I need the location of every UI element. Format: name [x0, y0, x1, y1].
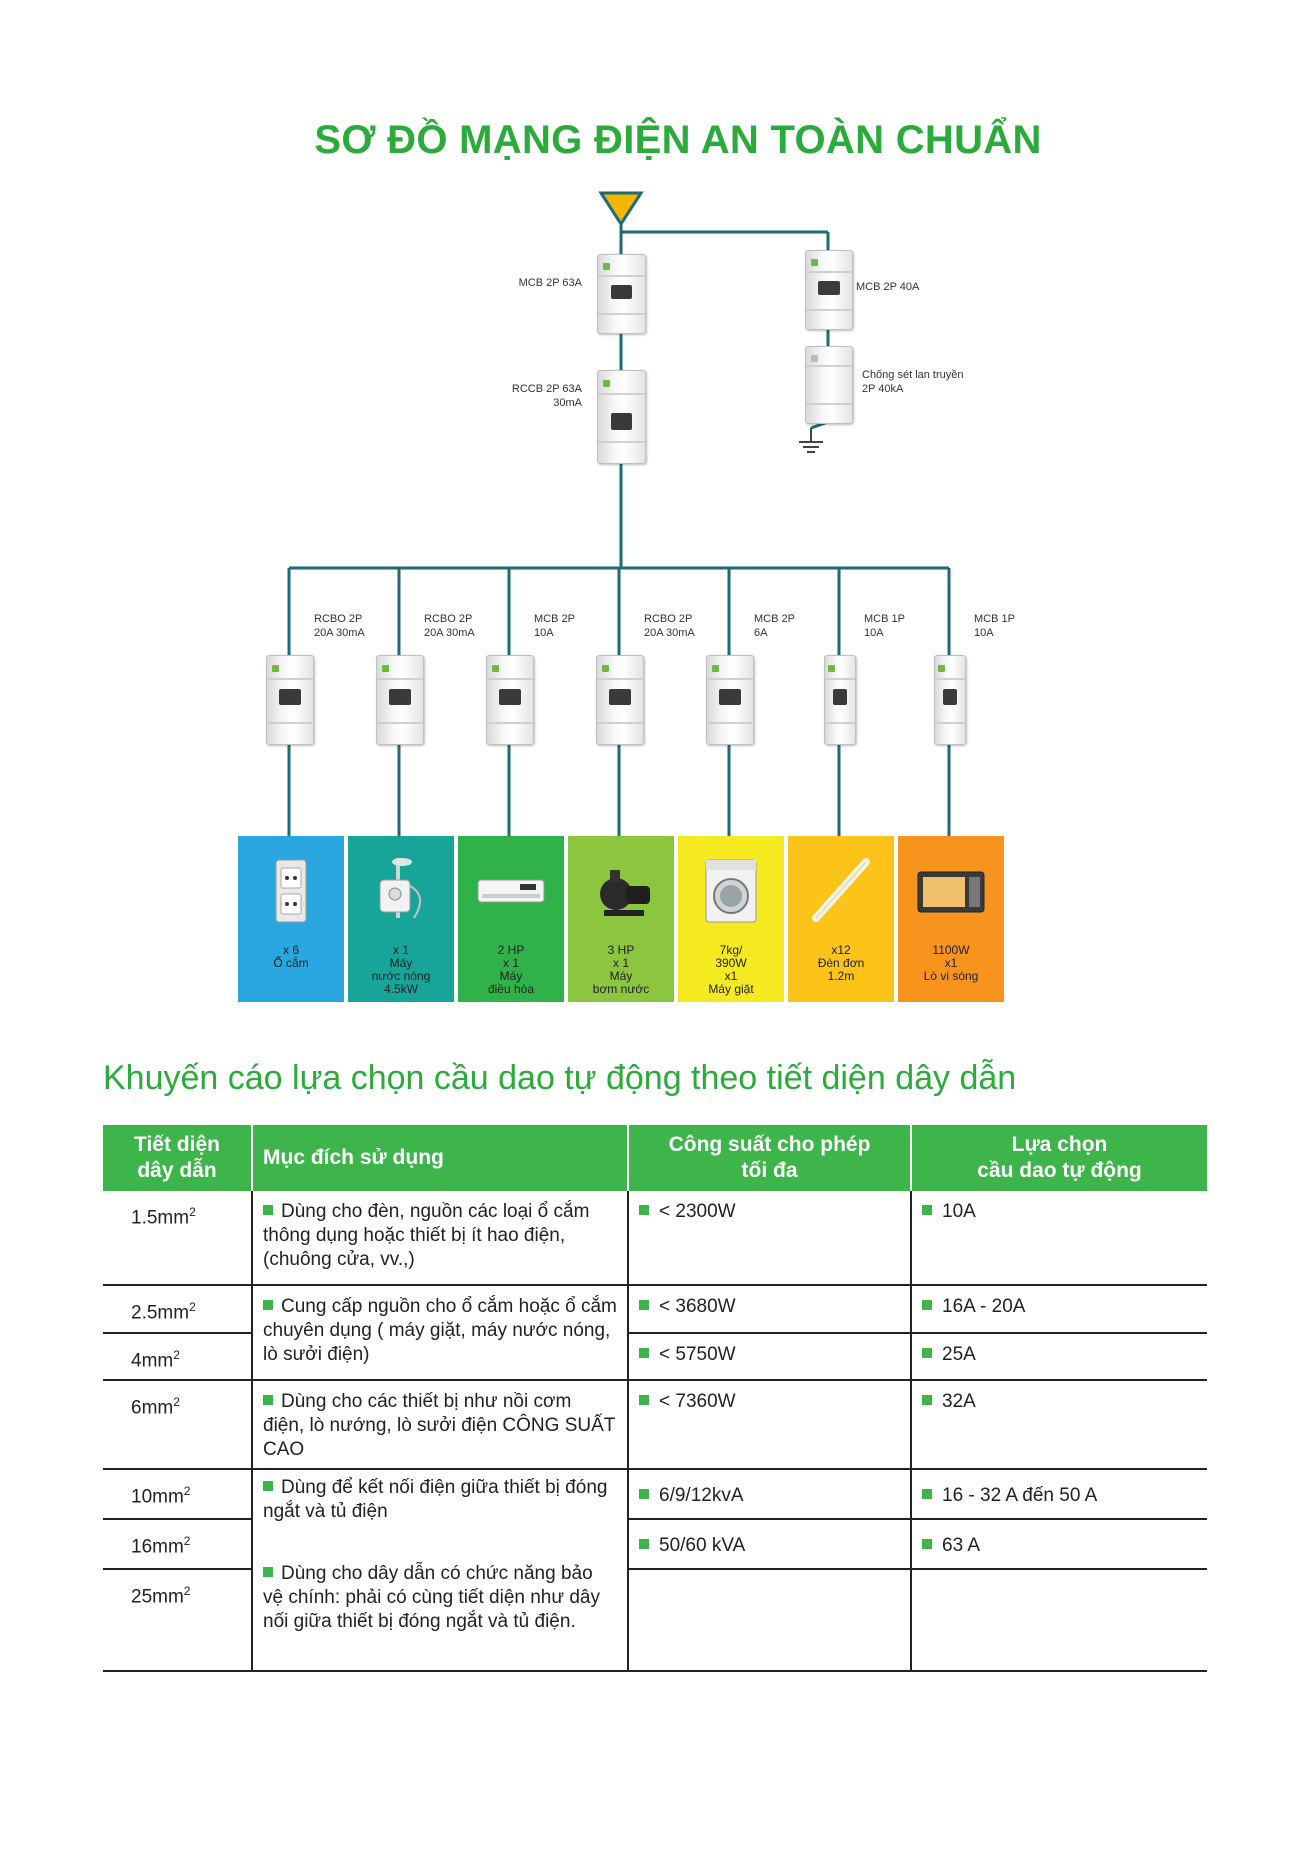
- breaker-cell: 63 A: [911, 1519, 1207, 1569]
- main-rccb-label-2: 30mA: [553, 397, 582, 409]
- table-row: [103, 1380, 1207, 1469]
- purpose-cell: Dùng cho các thiết bị như nồi cơm điện, lò nướng, lò sưởi điện CÔNG SUẤT CAO: [252, 1380, 628, 1469]
- branch-breaker-2p: [266, 655, 314, 745]
- breaker-cell: 25A: [911, 1333, 1207, 1380]
- branch-breaker-1p: [824, 655, 856, 745]
- load-tile: [348, 836, 454, 1002]
- header-max-power: Công suất cho phép tối đa: [628, 1125, 911, 1191]
- load-caption: 1100W x1 Lò vi sóng: [923, 943, 979, 983]
- breaker-cell: [911, 1569, 1207, 1671]
- ground-icon: [799, 428, 823, 452]
- microwave-icon: [916, 856, 986, 926]
- header-wire-size: Tiết diện dây dẫn: [103, 1125, 252, 1191]
- size-cell: $10mm^2$: [103, 1469, 252, 1519]
- branch-breaker-label: RCBO 2P 20A 30mA: [424, 613, 475, 639]
- fluorescent-lamp-icon: [806, 856, 876, 926]
- branch-breaker-label: RCBO 2P 20A 30mA: [314, 613, 365, 639]
- table-row: [103, 1469, 1207, 1519]
- water-pump-icon: [586, 856, 656, 926]
- power-cell: 6/9/12kvA: [628, 1469, 911, 1519]
- spd-mcb-label: MCB 2P 40A: [856, 281, 920, 293]
- power-cell: < 5750W: [628, 1333, 911, 1380]
- header-purpose: Mục đích sử dụng: [252, 1125, 628, 1191]
- branch-breaker-label: MCB 1P 10A: [864, 613, 905, 639]
- socket-icon: [256, 856, 326, 926]
- power-cell: < 3680W: [628, 1285, 911, 1333]
- load-caption: 2 HP x 1 Máy điều hòa: [487, 943, 535, 996]
- size-cell: $16mm^2$: [103, 1519, 252, 1569]
- branch-breaker-1p: [934, 655, 966, 745]
- recommendation-heading: Khuyến cáo lựa chọn cầu dao tự động theo tiết diện dây dẫn: [103, 1059, 1017, 1097]
- main-rccb: [597, 370, 646, 464]
- air-conditioner-icon: [476, 856, 546, 926]
- load-tile: [678, 836, 784, 1002]
- washing-machine-icon: [696, 856, 766, 926]
- load-tile: [458, 836, 564, 1002]
- breaker-cell: 16A - 20A: [911, 1285, 1207, 1333]
- spd-label-1: Chống sét lan truyền: [862, 369, 964, 381]
- purpose-cell: Cung cấp nguồn cho ổ cắm hoặc ổ cắm chuyên dụng ( máy giặt, máy nước nóng, lò sưởi điện): [252, 1285, 628, 1380]
- table-header-row: [103, 1125, 1207, 1191]
- power-source-icon: [601, 193, 641, 224]
- load-tile: [238, 836, 344, 1002]
- table-row: [103, 1285, 1207, 1333]
- load-caption: 7kg/ 390W x1 Máy giặt: [708, 943, 754, 996]
- size-cell: $2.5mm^2$: [103, 1285, 252, 1333]
- branch-breaker-label: RCBO 2P 20A 30mA: [644, 613, 695, 639]
- size-cell: $6mm^2$: [103, 1380, 252, 1469]
- branch-breaker-2p: [486, 655, 534, 745]
- size-cell: $4mm^2$: [103, 1333, 252, 1380]
- load-tile: [788, 836, 894, 1002]
- power-cell: < 2300W: [628, 1191, 911, 1285]
- branch-breaker-2p: [706, 655, 754, 745]
- page-title: SƠ ĐỒ MẠNG ĐIỆN AN TOÀN CHUẨN: [314, 118, 1042, 162]
- breaker-cell: 32A: [911, 1380, 1207, 1469]
- breaker-cell: 10A: [911, 1191, 1207, 1285]
- branch-breaker-label: MCB 1P 10A: [974, 613, 1015, 639]
- main-rccb-label-1: RCCB 2P 63A: [511, 383, 582, 395]
- branch-breaker-2p: [596, 655, 644, 745]
- branch-breaker-2p: [376, 655, 424, 745]
- water-heater-icon: [366, 856, 436, 926]
- branch-breaker-label: MCB 2P 10A: [534, 613, 575, 639]
- recommendation-table: [103, 1125, 1207, 1672]
- power-cell: 50/60 kVA: [628, 1519, 911, 1569]
- spd-mcb: [805, 250, 853, 330]
- load-caption: x12 Đèn đơn 1.2m: [817, 943, 865, 983]
- size-cell: $1.5mm^2$: [103, 1191, 252, 1285]
- header-breaker-choice: Lựa chọn cầu dao tự động: [911, 1125, 1207, 1191]
- load-caption: 3 HP x 1 Máy bơm nước: [592, 943, 650, 996]
- load-tile: [898, 836, 1004, 1002]
- load-tile: [568, 836, 674, 1002]
- load-caption: x 1 Máy nước nóng 4.5kW: [371, 943, 431, 996]
- table-row: [103, 1191, 1207, 1285]
- surge-protector: [805, 346, 853, 424]
- branch-breaker-label: MCB 2P 6A: [754, 613, 795, 639]
- main-mcb: [597, 254, 646, 334]
- load-caption: x 6 Ổ cắm: [273, 943, 309, 970]
- purpose-cell: Dùng cho đèn, nguồn các loại ổ cắm thông dụng hoặc thiết bị ít hao điện, (chuông cửa, vv.,): [252, 1191, 628, 1285]
- spd-label-2: 2P 40kA: [862, 383, 904, 395]
- main-mcb-label: MCB 2P 63A: [518, 277, 582, 289]
- breaker-cell: 16 - 32 A đến 50 A: [911, 1469, 1207, 1519]
- power-cell: [628, 1569, 911, 1671]
- power-cell: < 7360W: [628, 1380, 911, 1469]
- purpose-cell: Dùng để kết nối điện giữa thiết bị đóng ngắt và tủ điện Dùng cho dây dẫn có chức năng bảo vệ chính: phải có cùng tiết diện như dây nối giữa thiết bị đóng ngắt và tủ điện.: [252, 1469, 628, 1671]
- size-cell: $25mm^2$: [103, 1569, 252, 1671]
